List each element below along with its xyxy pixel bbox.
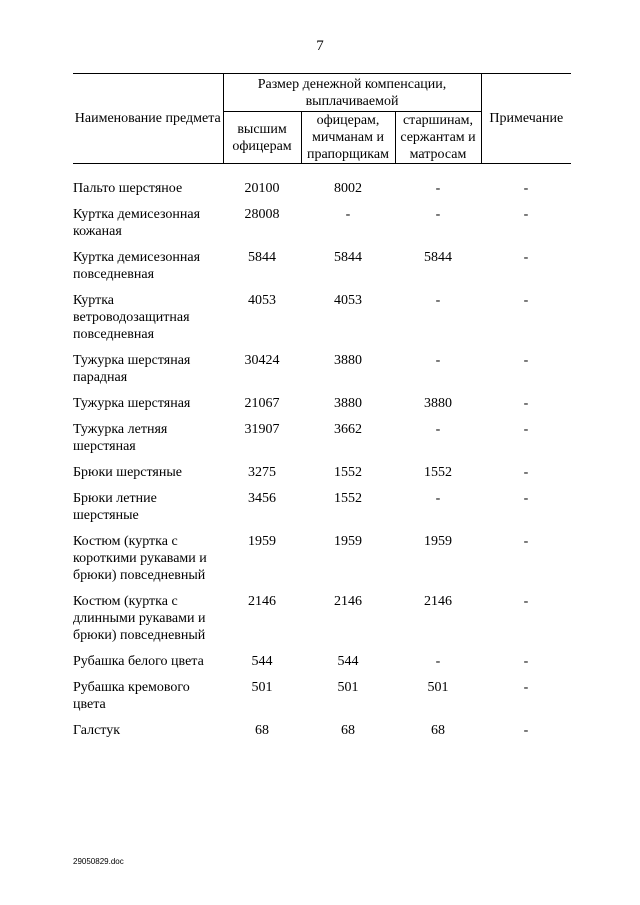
officers-value: 1552 xyxy=(334,491,362,506)
item-name: Тужурка шерстяная парадная xyxy=(73,353,191,385)
table-row xyxy=(73,679,571,722)
sergeants-value: - xyxy=(435,422,441,437)
item-name: Рубашка кремового цвета xyxy=(73,680,190,712)
note-value: - xyxy=(523,353,529,368)
item-name: Тужурка летняя шерстяная xyxy=(73,422,168,454)
officers-value: 3880 xyxy=(334,353,362,368)
item-name: Тужурка шерстяная xyxy=(73,396,191,411)
sergeants-value: 5844 xyxy=(424,250,452,265)
sergeants-value: 3880 xyxy=(424,396,452,411)
note-value: - xyxy=(523,723,529,738)
note-value: - xyxy=(523,680,529,695)
table-row xyxy=(73,352,571,395)
senior-officers-value: 5844 xyxy=(248,250,276,265)
officers-value: 8002 xyxy=(334,181,362,196)
page-number: 7 xyxy=(316,38,324,54)
officers-value: 1959 xyxy=(334,534,362,549)
item-name: Пальто шерстяное xyxy=(73,181,183,196)
officers-value: 544 xyxy=(337,654,359,669)
senior-officers-value: 1959 xyxy=(248,534,276,549)
table-row xyxy=(73,249,571,292)
senior-officers-value: 20100 xyxy=(244,181,280,196)
item-name: Галстук xyxy=(73,723,121,738)
officers-value: 501 xyxy=(337,680,359,695)
note-value: - xyxy=(523,396,529,411)
sergeants-value: - xyxy=(435,353,441,368)
header-note: Примечание xyxy=(481,74,571,164)
note-value: - xyxy=(523,534,529,549)
item-name: Брюки летние шерстяные xyxy=(73,491,157,523)
sergeants-value: - xyxy=(435,491,441,506)
item-name: Костюм (куртка с короткими рукавами и брюки) повседневный xyxy=(73,534,207,583)
item-name: Рубашка белого цвета xyxy=(73,654,204,669)
table-body xyxy=(73,164,571,749)
senior-officers-value: 3275 xyxy=(248,465,276,480)
table-row xyxy=(73,180,571,206)
note-value: - xyxy=(523,250,529,265)
sergeants-value: 1552 xyxy=(424,465,452,480)
sergeants-value: 1959 xyxy=(424,534,452,549)
header-senior-officers: высшим офицерам xyxy=(223,112,301,164)
officers-value: 68 xyxy=(341,723,355,738)
senior-officers-value: 21067 xyxy=(244,396,280,411)
officers-value: 1552 xyxy=(334,465,362,480)
senior-officers-value: 30424 xyxy=(244,353,280,368)
note-value: - xyxy=(523,207,529,222)
sergeants-value: - xyxy=(435,293,441,308)
note-value: - xyxy=(523,422,529,437)
note-value: - xyxy=(523,181,529,196)
officers-value: 2146 xyxy=(334,594,362,609)
senior-officers-value: 501 xyxy=(251,680,273,695)
senior-officers-value: 3456 xyxy=(248,491,276,506)
sergeants-value: - xyxy=(435,181,441,196)
officers-value: - xyxy=(345,207,351,222)
sergeants-value: 501 xyxy=(427,680,449,695)
note-value: - xyxy=(523,654,529,669)
header-sergeants-sailors: старшинам, сержантам и матросам xyxy=(395,112,481,164)
sergeants-value: 2146 xyxy=(424,594,452,609)
item-name: Куртка ветроводозащитная повседневная xyxy=(73,293,190,342)
senior-officers-value: 68 xyxy=(255,723,269,738)
senior-officers-value: 544 xyxy=(251,654,273,669)
table-row xyxy=(73,533,571,593)
officers-value: 4053 xyxy=(334,293,362,308)
table-row xyxy=(73,722,571,748)
header-officers-warrant: офицерам, мичманам и прапорщикам xyxy=(301,112,395,164)
table-row xyxy=(73,464,571,490)
officers-value: 3662 xyxy=(334,422,362,437)
note-value: - xyxy=(523,465,529,480)
sergeants-value: 68 xyxy=(431,723,445,738)
senior-officers-value: 2146 xyxy=(248,594,276,609)
senior-officers-value: 4053 xyxy=(248,293,276,308)
officers-value: 3880 xyxy=(334,396,362,411)
table-row xyxy=(73,421,571,464)
item-name: Куртка демисезонная повседневная xyxy=(73,250,201,282)
header-compensation-group: Размер денежной компенсации, выплачиваемой xyxy=(223,74,481,112)
sergeants-value: - xyxy=(435,654,441,669)
note-value: - xyxy=(523,293,529,308)
table-row xyxy=(73,292,571,352)
senior-officers-value: 31907 xyxy=(244,422,280,437)
header-item-name: Наименование предмета xyxy=(73,74,223,164)
item-name: Костюм (куртка с длинными рукавами и брюки) повседневный xyxy=(73,594,206,643)
item-name: Куртка демисезонная кожаная xyxy=(73,207,201,239)
table-row xyxy=(73,653,571,679)
table-row xyxy=(73,206,571,249)
senior-officers-value: 28008 xyxy=(244,207,280,222)
item-name: Брюки шерстяные xyxy=(73,465,182,480)
table-row xyxy=(73,593,571,653)
officers-value: 5844 xyxy=(334,250,362,265)
sergeants-value: - xyxy=(435,207,441,222)
compensation-table xyxy=(73,73,571,748)
note-value: - xyxy=(523,594,529,609)
note-value: - xyxy=(523,491,529,506)
table-row xyxy=(73,395,571,421)
footer-doc-name: 29050829.doc xyxy=(73,857,124,866)
table-row xyxy=(73,490,571,533)
